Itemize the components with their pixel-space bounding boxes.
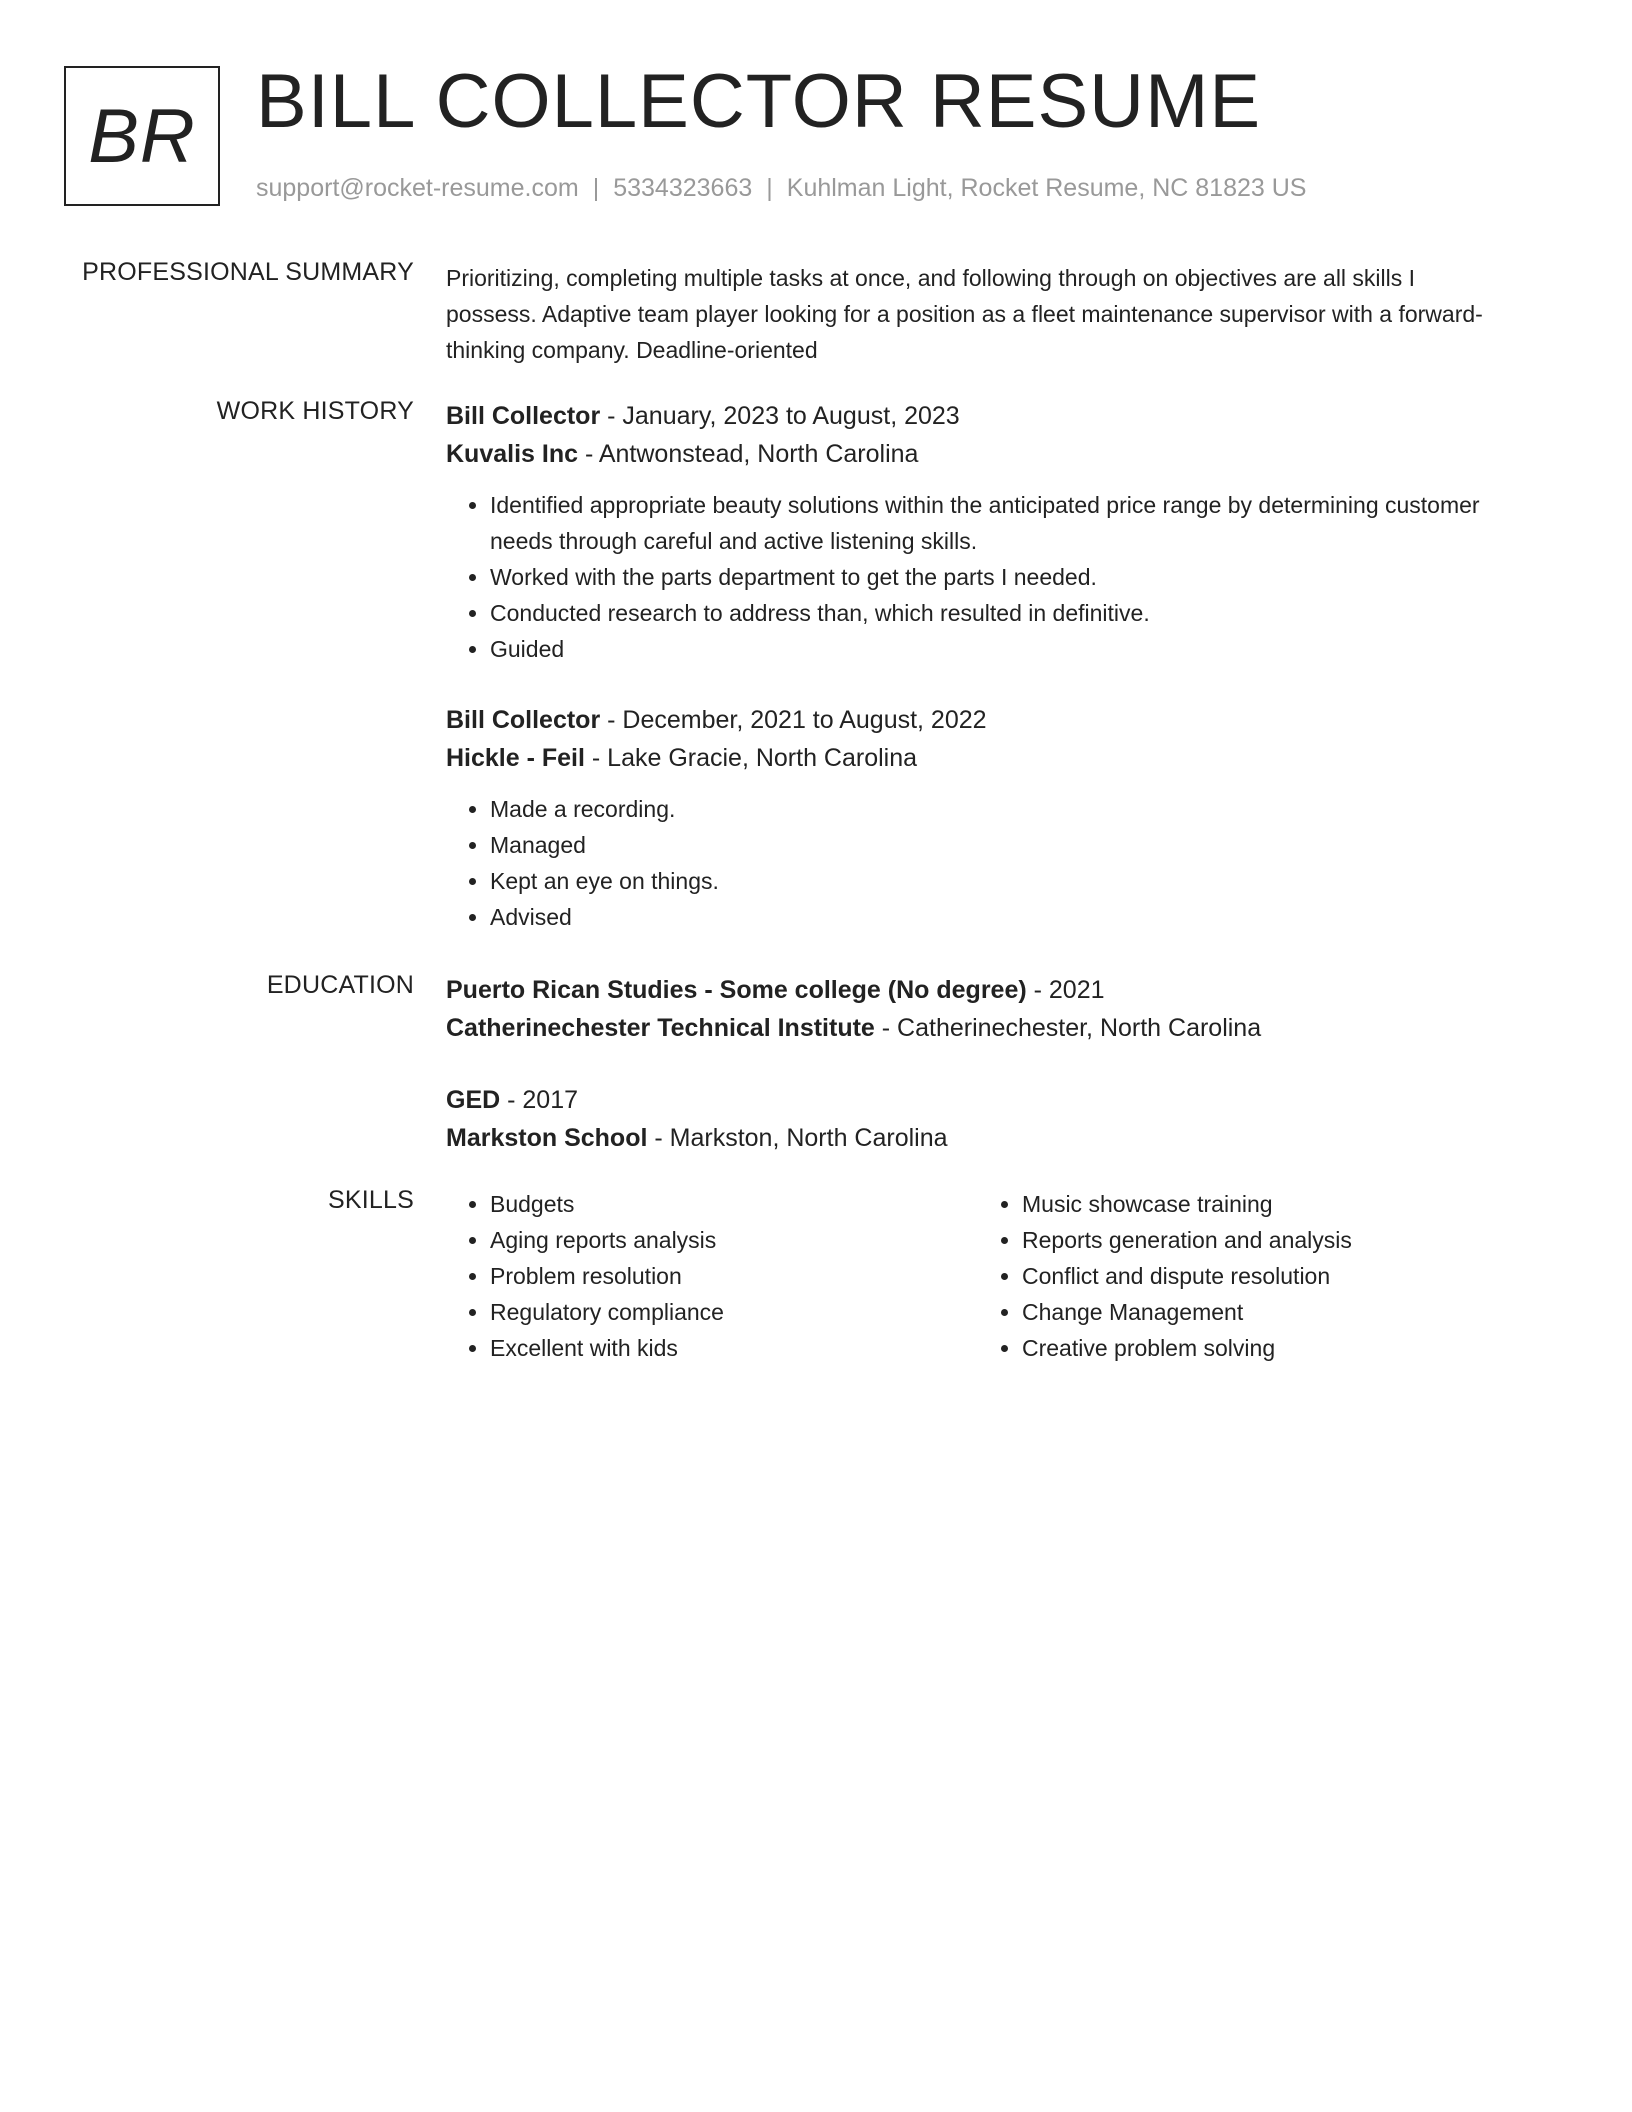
summary-text: Prioritizing, completing multiple tasks at once, and following through on objectives are all skills I possess. Adaptive team player looking for a position as a fleet maintenance supervisor with a forward-thinking company. Deadline-oriented [446, 265, 1483, 363]
contact-address: Kuhlman Light, Rocket Resume, NC 81823 US [786, 174, 1307, 202]
contact-separator: | [766, 174, 773, 202]
job-bullet: • Conducted research to address than, which resulted in definitive. [490, 595, 1510, 631]
education-year: - 2021 [1026, 976, 1105, 1004]
skills-list-left [446, 1186, 978, 1366]
education-degree-line [446, 971, 1510, 1009]
job-title: Bill Collector [446, 706, 601, 734]
skill-item: • Excellent with kids [490, 1330, 978, 1366]
job-entry [446, 701, 1510, 935]
section-label-education: EDUCATION [266, 971, 414, 999]
skills-grid [446, 1186, 1510, 1366]
skill-item: • Aging reports analysis [490, 1222, 978, 1258]
education-location: - Catherinechester, North Carolina [874, 1014, 1262, 1042]
job-location: - Antwonstead, North Carolina [578, 440, 919, 468]
job-title-line [446, 701, 1510, 739]
contact-phone: 5334323663 [613, 174, 753, 202]
job-company: Hickle - Feil [446, 744, 585, 772]
job-title: Bill Collector [446, 402, 601, 430]
job-bullet: • Worked with the parts department to get the parts I needed. [490, 559, 1510, 595]
job-bullets [446, 487, 1510, 667]
contact-separator: | [592, 174, 600, 202]
job-bullet: • Made a recording. [490, 791, 1510, 827]
job-location: - Lake Gracie, North Carolina [584, 744, 918, 772]
job-bullets [446, 791, 1510, 935]
contact-line [256, 174, 1306, 203]
skill-item: • Reports generation and analysis [1022, 1222, 1510, 1258]
education-location: - Markston, North Carolina [647, 1124, 948, 1152]
skill-item: • Creative problem solving [1022, 1330, 1510, 1366]
education-year: - 2017 [500, 1086, 579, 1114]
education-school: Markston School [446, 1124, 648, 1152]
section-label-skills: SKILLS [328, 1186, 414, 1214]
job-dates: - January, 2023 to August, 2023 [600, 402, 960, 430]
monogram-logo: BR [64, 66, 220, 206]
job-dates: - December, 2021 to August, 2022 [600, 706, 987, 734]
education-degree-line [446, 1081, 1510, 1119]
skill-item: • Change Management [1022, 1294, 1510, 1330]
education-school-line [446, 1009, 1510, 1047]
job-bullet: • Identified appropriate beauty solutions within the anticipated price range by determining customer needs through careful and active listening skills. [490, 487, 1510, 559]
summary-body [446, 258, 1510, 368]
work-history-body [446, 397, 1510, 935]
skill-item: • Budgets [490, 1186, 978, 1222]
job-bullet: • Advised [490, 899, 1510, 935]
skills-list-right [978, 1186, 1510, 1366]
skill-item: • Music showcase training [1022, 1186, 1510, 1222]
education-entry [446, 971, 1510, 1047]
education-degree: Puerto Rican Studies - Some college (No degree) [446, 976, 1027, 1004]
contact-email: support@rocket-resume.com [256, 174, 579, 202]
section-label-summary: PROFESSIONAL SUMMARY [82, 258, 414, 286]
skill-item: • Problem resolution [490, 1258, 978, 1294]
education-body [446, 971, 1510, 1157]
job-company: Kuvalis Inc [446, 440, 578, 468]
education-school: Catherinechester Technical Institute [446, 1014, 875, 1042]
education-entry [446, 1081, 1510, 1157]
skill-item: • Regulatory compliance [490, 1294, 978, 1330]
job-company-line [446, 739, 1510, 777]
job-bullet: • Kept an eye on things. [490, 863, 1510, 899]
skills-body [446, 1186, 1510, 1366]
resume-title: BILL COLLECTOR RESUME [256, 59, 1262, 144]
job-bullet: • Guided [490, 631, 1510, 667]
job-title-line [446, 397, 1510, 435]
skill-item: • Conflict and dispute resolution [1022, 1258, 1510, 1294]
job-entry [446, 397, 1510, 667]
education-school-line [446, 1119, 1510, 1157]
education-degree: GED [446, 1086, 501, 1114]
job-bullet: • Managed [490, 827, 1510, 863]
section-label-work-history: WORK HISTORY [216, 397, 414, 425]
job-company-line [446, 435, 1510, 473]
